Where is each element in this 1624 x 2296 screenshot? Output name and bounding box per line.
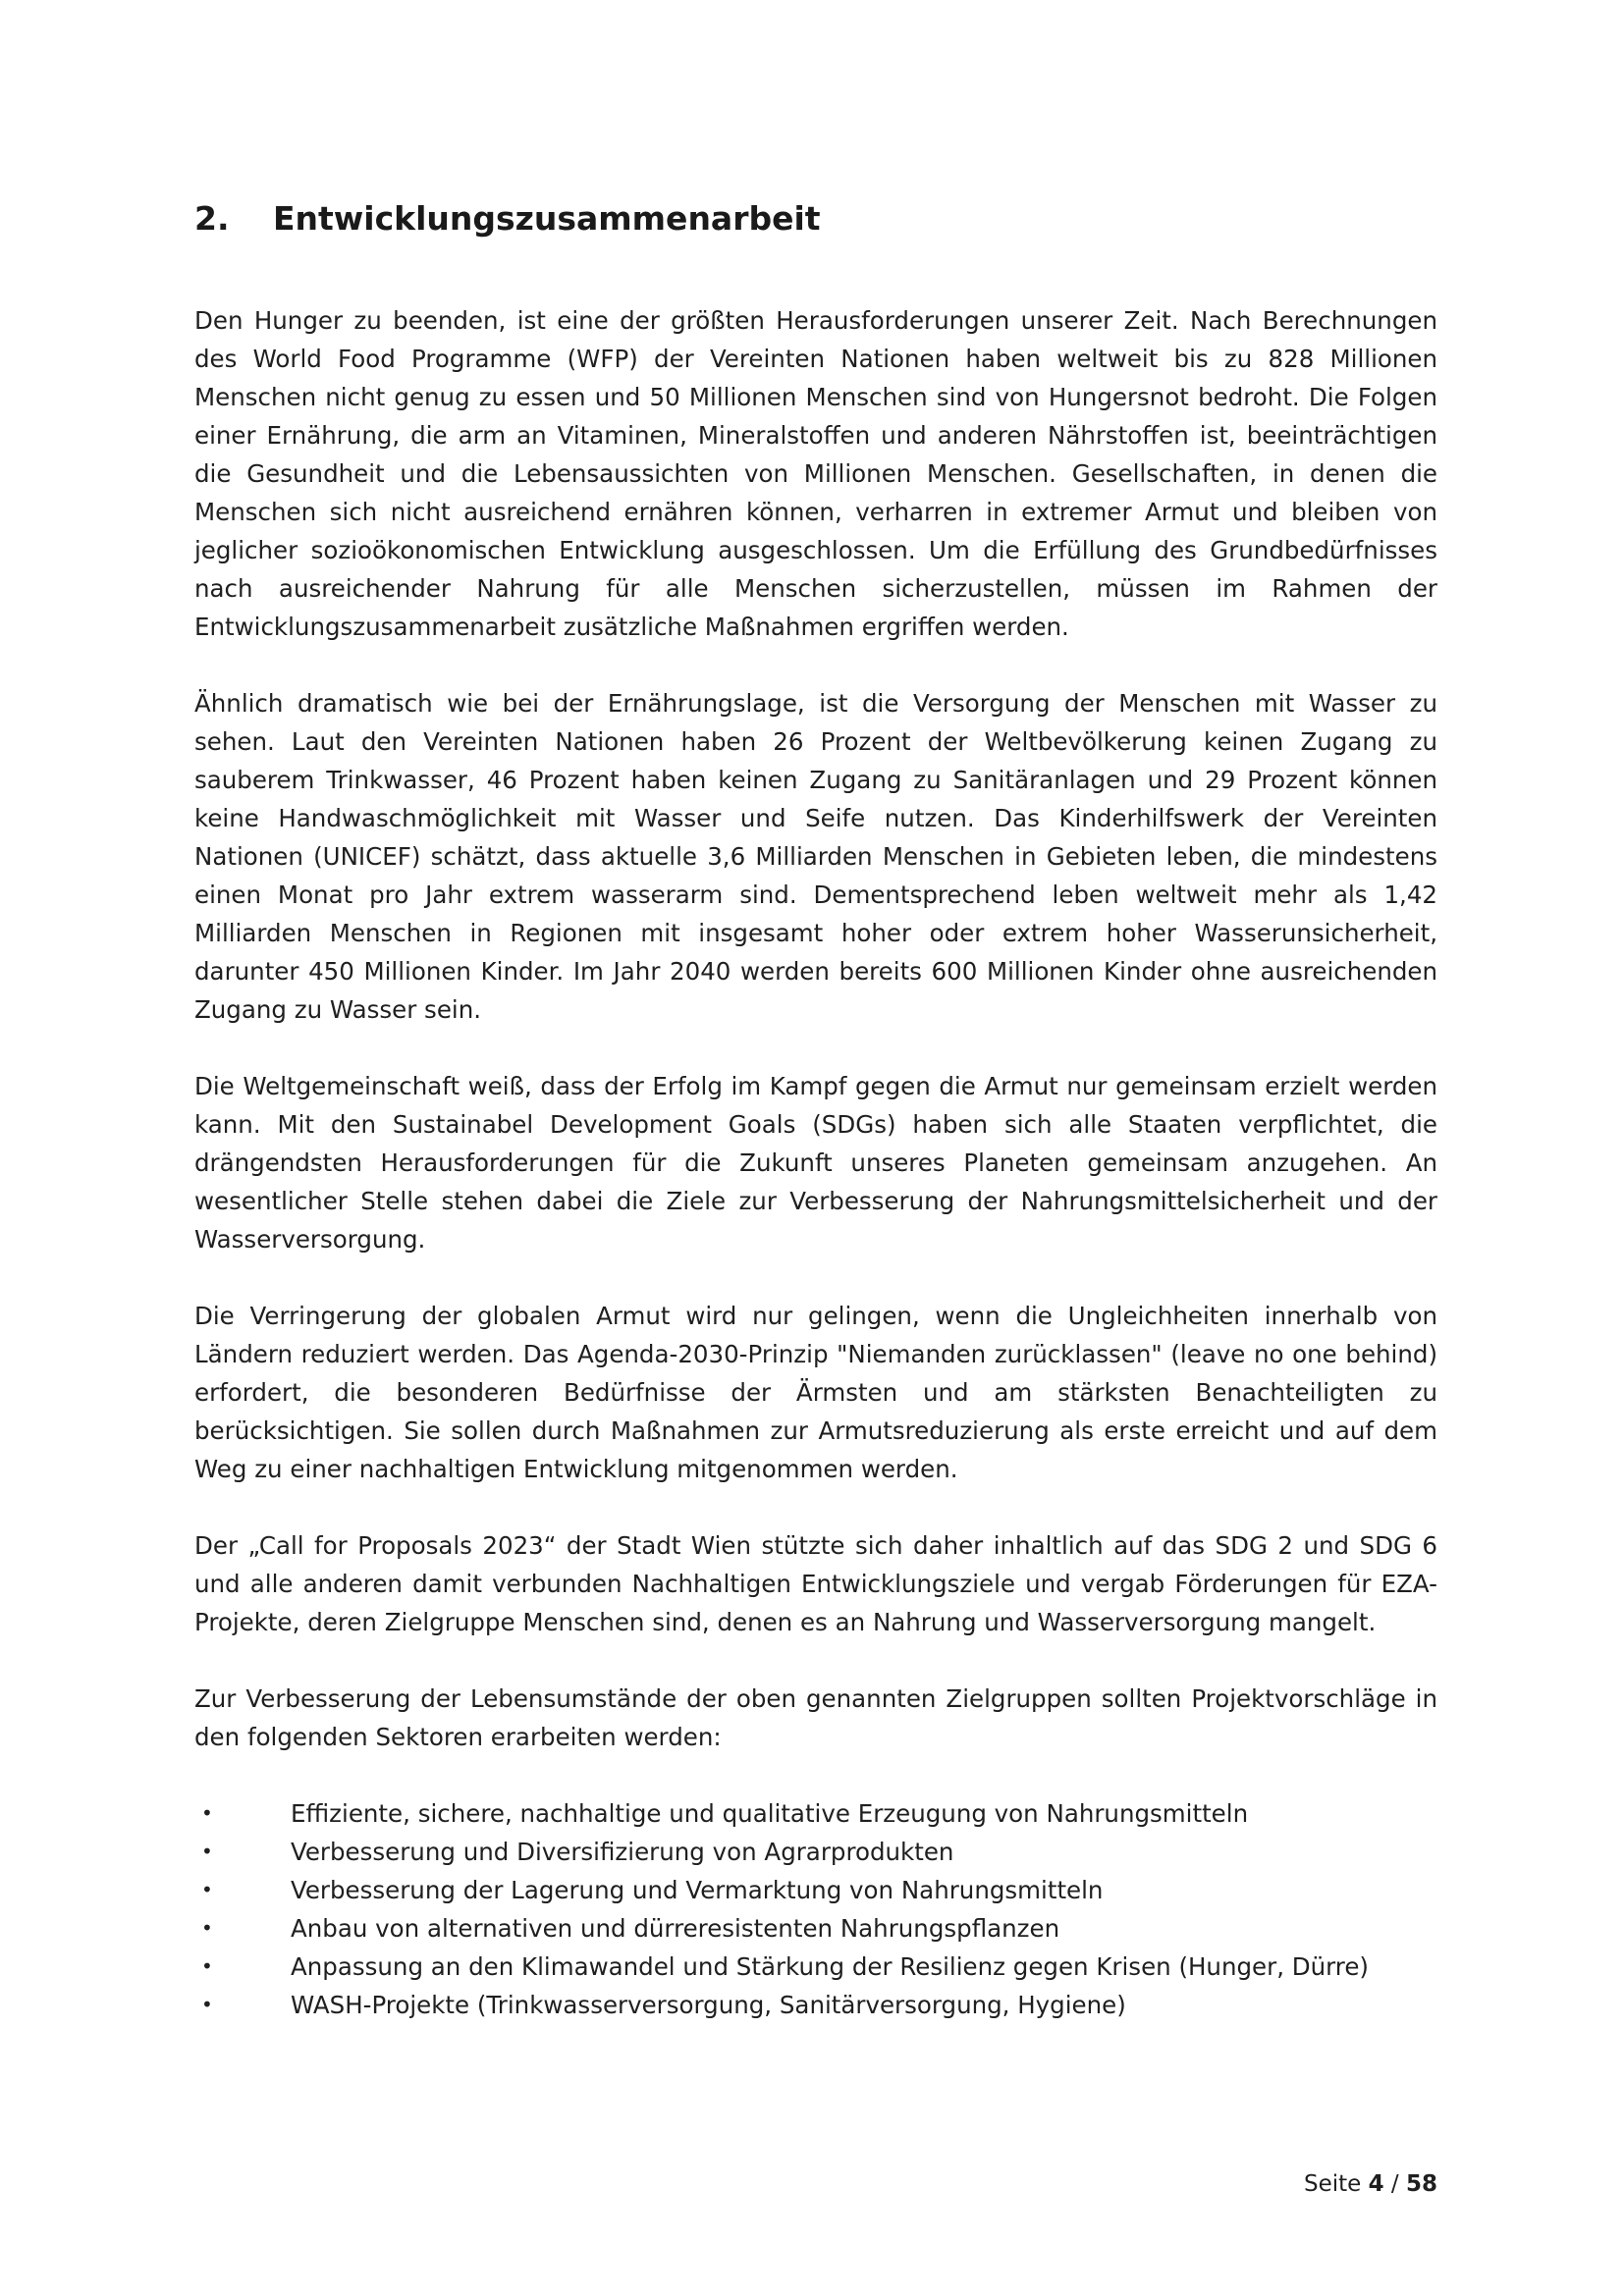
paragraph-call-for-proposals: Der „Call for Proposals 2023“ der Stadt Wien stützte sich daher inhaltlich auf das SDG 2 und SDG 6 und alle anderen damit verbunden Nachhaltigen Entwicklungsziele und vergab Förderungen für EZA-Projekte, deren Zielgruppe Menschen sind, denen es an Nahrung und Wasserversorgung mangelt. bbox=[194, 1531, 1437, 1636]
page-separator: / bbox=[1390, 2171, 1399, 2197]
page-number bbox=[1304, 2171, 1437, 2197]
list-item bbox=[194, 1948, 1437, 1986]
body-text bbox=[194, 301, 1437, 2024]
bullet-icon: • bbox=[201, 1801, 213, 1825]
section-title: Entwicklungszusammenarbeit bbox=[273, 199, 821, 238]
paragraph-sdgs: Die Weltgemeinschaft weiß, dass der Erfolg im Kampf gegen die Armut nur gemeinsam erzielt werden kann. Mit den Sustainabel Development Goals (SDGs) haben sich alle Staaten verpflichtet, die drängendsten Herausforderungen für die Zukunft unseres Planeten gemeinsam anzugehen. An wesentlicher Stelle stehen dabei die Ziele zur Verbesserung der Nahrungsmittelsicherheit und der Wasserversorgung. bbox=[194, 1072, 1437, 1254]
paragraph-water: Ähnlich dramatisch wie bei der Ernährungslage, ist die Versorgung der Menschen mit Wasser zu sehen. Laut den Vereinten Nationen haben 26 Prozent der Weltbevölkerung keinen Zugang zu sauberem Trinkwasser, 46 Prozent haben keinen Zugang zu Sanitäranlagen und 29 Prozent können keine Handwaschmöglichkeit mit Wasser und Seife nutzen. Das Kinderhilfswerk der Vereinten Nationen (UNICEF) schätzt, dass aktuelle 3,6 Milliarden Menschen in Gebieten leben, die mindestens einen Monat pro Jahr extrem wasserarm sind. Dementsprechend leben weltweit mehr als 1,42 Milliarden Menschen in Regionen mit insgesamt hoher oder extrem hoher Wasserunsicherheit, darunter 450 Millionen Kinder. Im Jahr 2040 werden bereits 600 Millionen Kinder ohne ausreichenden Zugang zu Wasser sein. bbox=[194, 689, 1437, 1024]
bullet-icon: • bbox=[201, 1954, 213, 1978]
bullet-icon: • bbox=[201, 1993, 213, 2016]
list-item-text: Verbesserung der Lagerung und Vermarktung von Nahrungsmitteln bbox=[291, 1876, 1104, 1904]
bullet-icon: • bbox=[201, 1840, 213, 1863]
paragraph-sectors-intro: Zur Verbesserung der Lebensumstände der oben genannten Zielgruppen sollten Projektvorschläge in den folgenden Sektoren erarbeiten werden: bbox=[194, 1684, 1437, 1751]
bullet-icon: • bbox=[201, 1916, 213, 1940]
list-item bbox=[194, 1909, 1437, 1948]
list-item bbox=[194, 1833, 1437, 1871]
page-total: 58 bbox=[1405, 2171, 1437, 2197]
section-heading bbox=[194, 199, 821, 238]
list-item-text: WASH-Projekte (Trinkwasserversorgung, Sanitärversorgung, Hygiene) bbox=[291, 1991, 1126, 2019]
list-item bbox=[194, 1871, 1437, 1909]
bullet-icon: • bbox=[201, 1878, 213, 1901]
sector-list bbox=[194, 1794, 1437, 2024]
list-item-text: Verbesserung und Diversifizierung von Agrarprodukten bbox=[291, 1838, 954, 1866]
list-item bbox=[194, 1794, 1437, 1833]
paragraph-inequality: Die Verringerung der globalen Armut wird nur gelingen, wenn die Ungleichheiten innerhalb von Ländern reduziert werden. Das Agenda-2030-Prinzip "Niemanden zurücklassen" (leave no one behind) erfordert, die besonderen Bedürfnisse der Ärmsten und am stärksten Benachteiligten zu berücksichtigen. Sie sollen durch Maßnahmen zur Armutsreduzierung als erste erreicht und auf dem Weg zu einer nachhaltigen Entwicklung mitgenommen werden. bbox=[194, 1302, 1437, 1483]
page-current: 4 bbox=[1368, 2171, 1384, 2197]
section-number: 2. bbox=[194, 199, 230, 238]
paragraph-hunger: Den Hunger zu beenden, ist eine der größten Herausforderungen unserer Zeit. Nach Berechnungen des World Food Programme (WFP) der Vereinten Nationen haben weltweit bis zu 828 Millionen Menschen nicht genug zu essen und 50 Millionen Menschen sind von Hungersnot bedroht. Die Folgen einer Ernährung, die arm an Vitaminen, Mineralstoffen und anderen Nährstoffen ist, beeinträchtigen die Gesundheit und die Lebensaussichten von Millionen Menschen. Gesellschaften, in denen die Menschen sich nicht ausreichend ernähren können, verharren in extremer Armut und bleiben von jeglicher sozioökonomischen Entwicklung ausgeschlossen. Um die Erfüllung des Grundbedürfnisses nach ausreichender Nahrung für alle Menschen sicherzustellen, müssen im Rahmen der Entwicklungszusammenarbeit zusätzliche Maßnahmen ergriffen werden. bbox=[194, 306, 1437, 641]
list-item-text: Anbau von alternativen und dürreresistenten Nahrungspflanzen bbox=[291, 1914, 1060, 1943]
list-item-text: Effiziente, sichere, nachhaltige und qualitative Erzeugung von Nahrungsmitteln bbox=[291, 1799, 1249, 1828]
list-item bbox=[194, 1986, 1437, 2024]
page-label: Seite bbox=[1303, 2171, 1362, 2197]
list-item-text: Anpassung an den Klimawandel und Stärkung der Resilienz gegen Krisen (Hunger, Dürre) bbox=[291, 1952, 1369, 1981]
